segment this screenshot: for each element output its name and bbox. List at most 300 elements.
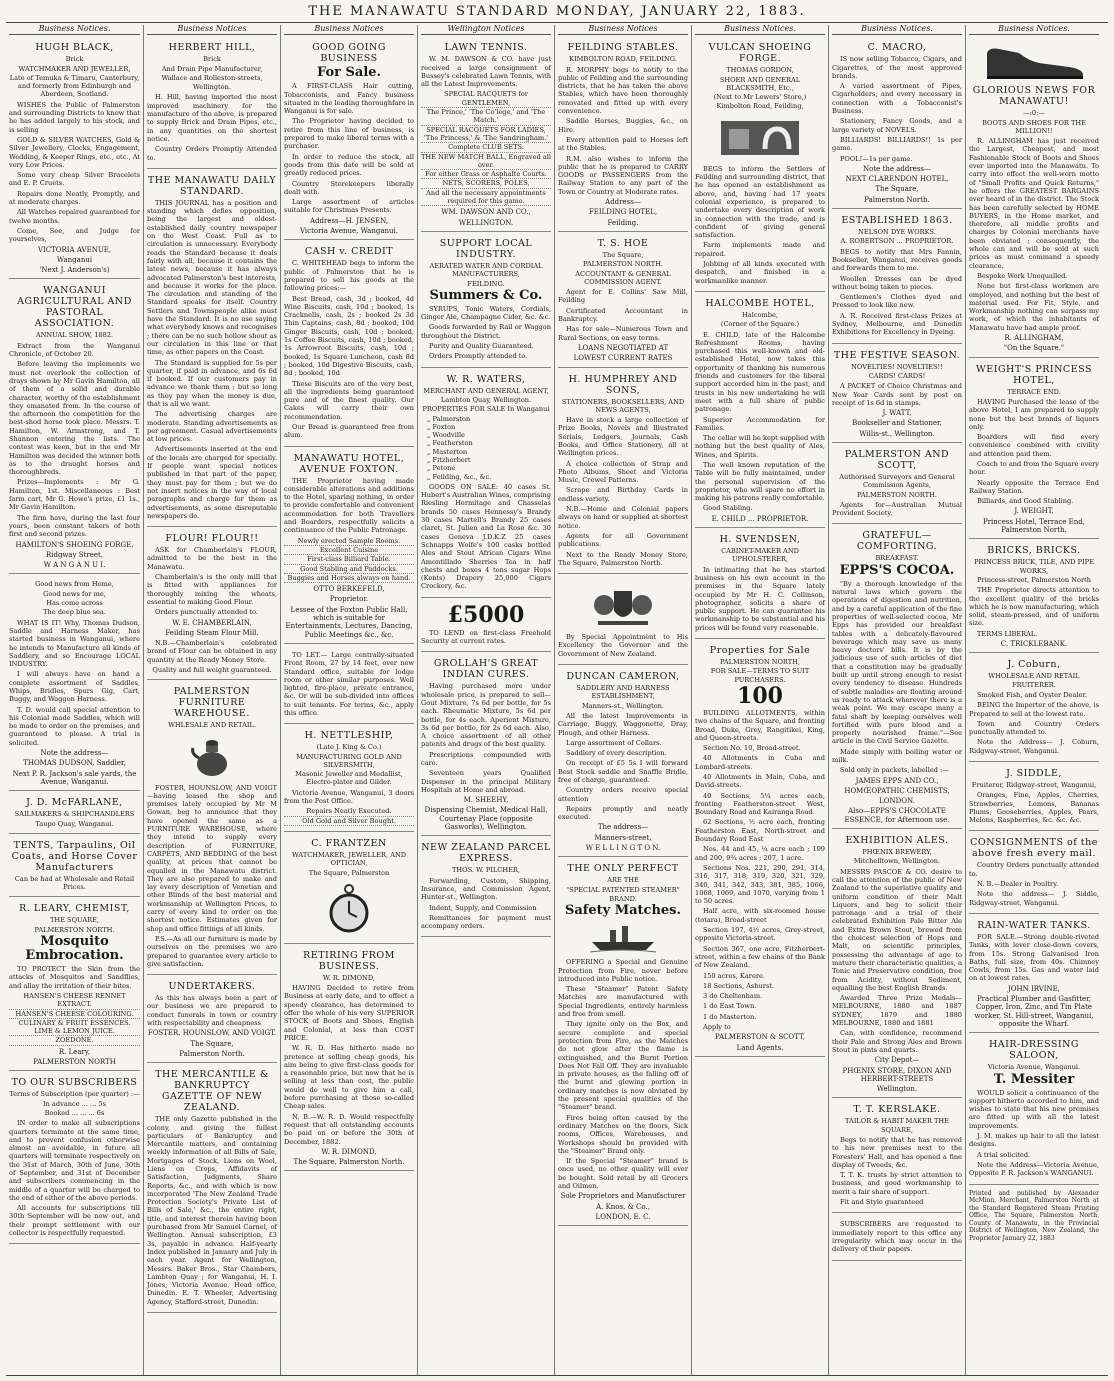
ad-paragraph: GOODS ON SALE: 40 cases St. Hubert's Australian Wines, comprising Riesling Hermitage and Chasselas brands 50 cases Hennessy's Brandy 30 cases Martell's Brandy 25 cases claret, St. Julien and La Rose &c. 30 cases Geneva J.D.K.Z 25 cases Schnapps Wolfe's 100 casks bottled Ales and Stout African Cigars Wine Amontillado Sherries Tea in half chests and boxes 4 tons sugar Hops (Kents) Drapery 25,000 Cigars Crockery, &c. xyxy=(421,482,551,591)
ad-title: FEILDING STABLES. xyxy=(567,42,679,54)
ad-line: WHOLESALE AND RETAIL FRUITERER. xyxy=(988,672,1080,689)
ad-address-line: W E L L I N G T O N. xyxy=(585,844,661,853)
advertisement xyxy=(969,541,1099,653)
ad-paragraph: The well known reputation of the Table will be fully maintained, under the personal supervision of the proprietor, who will spare no effort in making his patrons really comfortable. xyxy=(695,460,825,503)
ad-title: VULCAN SHOEING FORGE. xyxy=(708,42,812,65)
advertisement xyxy=(9,281,140,574)
ad-paragraph: THE Proprietor directs attention to the excellent quality of the bricks which he is now manufacturing, which solid, steam-pressed, and of uniform size. xyxy=(969,586,1099,628)
ad-line: (Next to Mr Lewers' Store,) xyxy=(713,93,807,102)
ad-title: NEW ZEALAND PARCEL EXPRESS. xyxy=(421,842,551,865)
ad-line: PALMERSTON NORTH. xyxy=(34,925,115,934)
ad-paragraph: Saddlery of every description. xyxy=(566,749,667,758)
ad-line: SHOER AND GENERAL BLACKSMITH, Etc., xyxy=(719,75,801,92)
ad-note: N.B.—Chamberlain's celebrated brand of Flour can be obtained in any quantity at the Ready Money Store. xyxy=(147,639,277,664)
advertisement xyxy=(284,38,414,240)
ad-address-line: WELLINGTON. xyxy=(458,218,514,227)
ad-paragraph: C. WHITEHEAD begs to inform the public of Palmerston that he is prepared to sell his goods at the following prices:— xyxy=(284,259,414,293)
ad-paragraph: Forwarding, Custom, Shipping, Insurance, and Commission Agent, Hunter-st., Wellington. xyxy=(421,876,551,902)
ad-paragraph: IN order to make all subscriptions quarters terminate at the same time, and to prevent confusion otherwise almost an avoidable, in future all quarters will terminate respectively on the 31st of March, 30th of June, 30th of September, and 31st of December and subscribers commencing in the middle of a quarter will be charged to the end of either of the above periods. xyxy=(9,1119,140,1202)
ad-address-line: Lessee of the Foxton Public Hall, which is suitable for Entertainments, Lectures, Dancing, Public Meetings &c., &c. xyxy=(285,605,413,639)
ad-title: H. NETTLESHIP, xyxy=(304,730,394,742)
ad-address-line: J. WEIGHT, xyxy=(1014,507,1054,516)
ad-address-line: FOSTER, HOUNSLOW, AND VOIGT. xyxy=(147,1029,277,1038)
ad-paragraph: MESSRS PASCOE & CO. desire to call the attention of the public of New Zealand to the superlative quality and uniform condition of their Malt Liquors, and beg to solicit their patronage and a trial of their celebrated Exhibition Pale Bitter Ale and Extra Brown Stout, brewed from the choicest selection of Hops and Malt, on scientific principles, possessing the advantage of age to mature their characteristic qualities, a Tonic and Preservative condition, free from Acidity, without Sediment, equalling the best English Brands. xyxy=(832,867,962,992)
ad-line: And Drain Pipe Manufacturer, xyxy=(161,64,263,73)
ad-paragraph: Woollen Dresses can be dyed without being taken to pieces. xyxy=(832,274,962,291)
ad-paragraph: FOSTER, HOUNSLOW, AND VOIGT—having leased the shop and premises lately occupied by Mr M Gowan, beg to announce that they have opened the same as a FURNITURE WAREHOUSE, where they intend to supply every description of FURNITURE, CARPETS, AND BEDDING of the best quality, at prices that cannot be equalled in the Manawatu district. They are also prepared to make and lay every description of Venetian and other Blinds of the best material and workmanship at Wellington Prices, to carry of every kind to order on the shortest notice. Estimates given for shop and office fittings of all kinds. xyxy=(147,783,277,933)
ad-address-line: HAMILTON'S SHOEING FORGE, xyxy=(15,540,134,549)
ad-line: ACCOUNTANT & GENERAL COMMISSION AGENT. xyxy=(575,269,671,286)
advertisement xyxy=(832,1100,962,1213)
ad-title: GROLLAH'S GREAT INDIAN CURES. xyxy=(433,658,539,681)
ad-headline: Safety Matches. xyxy=(564,903,682,919)
ad-paragraph: Fit and Style guaranteed xyxy=(840,1198,924,1207)
ad-title: HERBERT HILL, xyxy=(168,42,256,54)
ad-paragraph: Farm implements made and repaired. xyxy=(695,241,825,258)
ad-title: THE MANAWATU DAILY STANDARD. xyxy=(147,174,277,197)
ad-list-item: Excellent Cuisine xyxy=(284,546,414,555)
ad-title: J. D. McFARLANE, xyxy=(26,797,123,809)
column-7 xyxy=(828,25,965,1375)
ad-line: Wellington. xyxy=(193,83,231,92)
ad-paragraph: The cellar will be kept supplied with nothing but the best quality of Ales, Wines, and Spirits. xyxy=(695,434,825,459)
ad-line: —:0:— xyxy=(1023,109,1045,118)
ad-list-item: NETS, SCORERS, POLES, xyxy=(421,179,551,188)
ad-address-line: Palmerston North. xyxy=(179,1049,245,1058)
ad-title: DUNCAN CAMERON, xyxy=(566,671,680,683)
ad-paragraph: OFFERING a Special and Genuine Protection from Fire, never before introduced into Public notice. xyxy=(558,958,688,983)
ad-paragraph: Purity and Quality Guaranteed. xyxy=(429,342,534,351)
ad-list-item: First-class Billiard Table. xyxy=(284,555,414,564)
ad-paragraph: Best Bread, cash, 3d ; booked, 4d Wine Biscuits, cash, 10d ; booked, 1s Cracknells, cash, 2s ; booked 2s 3d Thin Captains, cash, 8d ; booked, 10d Ginger Biscuits, cash, 10d ; booked, 1s Coffee Biscuits, cash, 10d ; booked, 1s Arrowroot Biscuits, cash, 10d ; booked, 1s Square Luncheon, cash 8d ; booked, 10d Digestive Biscuits, cash, 8d ; booked, 10d xyxy=(284,294,414,378)
ad-paragraph: Some very cheap Silver Bracelets and E. P. Cruets. xyxy=(9,171,140,188)
ad-list-item: CULINARY & FRUIT ESSENCES. LIME & LEMON JUICE. xyxy=(9,1019,140,1037)
ad-line: Authorised Surveyors and General Commission Agents, xyxy=(839,472,955,490)
ad-paragraph: If the Special "Steamer" brand is once used, no other quality will ever be bought. Sold retail by all Grocers and Oilmen. xyxy=(558,1157,688,1190)
advertisement xyxy=(969,833,1099,913)
ad-address-line: Practical Plumber and Gasfitter, Copper, Iron, Zinc, and Tin Plate worker, St. Hill-street, Wanganui, opposite the Wharf. xyxy=(974,995,1094,1028)
advertisement xyxy=(558,576,688,665)
ad-address-line: The address— xyxy=(597,823,649,832)
ad-subtitle: Brick xyxy=(203,55,221,64)
ad-list-item: „ Palmerston xyxy=(427,414,471,423)
ad-address-line: W A N G A N U I. xyxy=(43,561,106,570)
ad-title: CASH v. CREDIT xyxy=(304,246,394,258)
ad-paragraph: Can, with confidence, recommend their Pale and Strong Ales and Brown Stout in pints and quarts. xyxy=(832,1029,962,1054)
ad-subtitle: BREAKFAST. xyxy=(875,554,919,563)
ad-paragraph: Country orders receive special attention xyxy=(558,786,688,803)
ad-paragraph: 1 do Masterton. xyxy=(703,1012,757,1021)
ad-amount: £5000 xyxy=(447,601,525,628)
ad-title: GOOD GOING BUSINESS xyxy=(312,42,386,65)
ad-title: FLOUR! FLOUR!! xyxy=(165,533,259,545)
advertisement xyxy=(969,655,1099,762)
advertisement xyxy=(969,916,1099,1033)
ad-title: LAWN TENNIS. xyxy=(444,42,528,54)
ad-address-line: Feilding. xyxy=(607,218,639,227)
ad-paragraph: All accounts for subscriptions till 30th September will be now out, and their prompt settlement with our collector is respectfully requested. xyxy=(9,1204,140,1238)
ad-paragraph: Chamberlain's is the only mill that is fitted with appliances for thoroughly mixing the wheats, essential to making Good Flour. xyxy=(147,573,277,606)
columns xyxy=(6,25,1108,1376)
ad-address-line: The Square, xyxy=(190,1039,234,1048)
ad-paragraph: Sold only in packets, labelled :— xyxy=(840,766,949,775)
ad-paragraph: Prescriptions compounded with care. xyxy=(421,750,551,767)
ad-address-line: PALMERSTON & SCOTT, xyxy=(715,1033,805,1042)
advertisement xyxy=(284,834,414,944)
advertisement xyxy=(969,360,1099,540)
ad-list-item: Newly erected Sample Rooms. xyxy=(284,537,414,546)
ad-title: H. SVENDSEN, xyxy=(719,534,801,546)
ad-title: W. R. WATERS, xyxy=(446,373,526,385)
ad-paragraph: Scrape and Birthday Cards in endless variety. xyxy=(558,486,688,503)
ad-paragraph: Smoked Fish, and Oyster Dealer. xyxy=(977,690,1087,699)
ad-paragraph: TO LEND on first-class Freehold Security at current rates. xyxy=(421,628,551,646)
ad-list-item: „ Foxton xyxy=(427,422,456,431)
ad-paragraph: Nearly opposite the Terrace End Railway Station. xyxy=(969,478,1099,495)
ad-list-item: „ Masterton xyxy=(427,447,468,456)
ad-title: EXHIBITION ALES. xyxy=(845,835,949,847)
ad-paragraph: J. M. makes up hair to all the latest designs. xyxy=(969,1132,1099,1149)
advertisement xyxy=(9,836,140,898)
ad-paragraph: Repairs promptly and neatly executed. xyxy=(558,804,688,822)
column-6 xyxy=(691,25,828,1375)
advertisement xyxy=(9,576,140,791)
ad-paragraph: Orders Promptly attended to. xyxy=(429,352,528,361)
advertisement xyxy=(695,641,825,1057)
advertisement xyxy=(147,977,277,1063)
ad-line: Can be had at Wholesale and Retail Prices. xyxy=(14,874,135,892)
ad-paragraph: T. T. K. trusts by strict attention to business, and good workmanship to merit a fair share of support. xyxy=(832,1171,962,1196)
ad-subtitle: THOS. W. PILCHER, xyxy=(452,866,520,875)
ad-paragraph: In order to reduce the stock, all goods from this date will be sold at greatly reduced prices. xyxy=(284,152,414,178)
ad-paragraph: Nos. 44 and 45, ¼ acre each ; 199 and 200, 9¾ acres ; 207, 1 acre. xyxy=(695,845,825,862)
ad-paragraph: These "Steamer" Patent Safety Matches are manufactured with Special Ingredients, entirely harmless and free from smell. xyxy=(558,985,688,1019)
horseshoe-forge-icon xyxy=(695,115,825,161)
ad-paragraph: A varied assortment of Pipes, Cigarholders, and every necessary in connection with a Tobacconist's Business. xyxy=(832,82,962,116)
ad-paragraph: Begs to notify that he has removed to his new premises next to the Foresters' Hall, and has opened a fine display of Tweeds, &c. xyxy=(832,1135,962,1169)
ad-list-item: HANSEN'S CHEESE COLOURING. xyxy=(9,1010,140,1019)
ad-paragraph: Come, See, and Judge for yourselves, xyxy=(9,226,140,244)
ad-line: Has come across xyxy=(46,599,103,608)
ad-paragraph: A PACKET of Choice Christmas and New Year Cards sent by post on receipt of 1s 6d in stamps. xyxy=(832,382,962,407)
ad-subtitle: TERRACE END. xyxy=(1007,387,1061,396)
ad-address-line: VICTORIA AVENUE, xyxy=(37,245,112,254)
ad-line: Terms of Subscription (per quarter) :— xyxy=(9,1090,140,1099)
ad-line: WATCHMAKER AND JEWELLER, xyxy=(18,64,131,73)
ad-title: TO OUR SUBSCRIBERS xyxy=(11,1077,138,1089)
ad-subtitle: NELSON DYE WORKS. xyxy=(858,228,936,237)
ad-line: BOOTS AND SHOES FOR THE MILLION!! xyxy=(982,118,1086,135)
ad-list-item: „ Fitzherbert xyxy=(427,455,471,464)
ad-subtitle: TAILOR & HABIT MAKER THE SQUARE, xyxy=(845,1117,949,1134)
ad-paragraph: WHAT IS IT! Why, Thomas Dudson, Saddle and Harness Maker, has started business in Wanganui, where he intends to Manufacture all kinds of Saddlery, and so Encourage LOCAL INDUSTRY. xyxy=(9,618,140,669)
ad-line: STATIONERS, BOOKSELLERS, AND NEWS AGENTS, xyxy=(561,397,685,414)
ad-paragraph: TO LET.— Large centrally-situated Front Room, 27 by 14 feet, over new Standard office, suitable for lodge room or other similar purposes. Well lighted, fire-place, private entrance, &c. Or will be sub-divided into offices to suit tenants. For terms, &c., apply this office. xyxy=(284,650,414,717)
ad-paragraph: Stationery, Fancy Goods, and a large variety of NOVELS. xyxy=(832,117,962,134)
advertisement xyxy=(9,793,140,834)
ad-line: PRINCESS BRICK, TILE, AND PIPE WORKS, xyxy=(974,558,1094,575)
ad-paragraph: In intimating that he has started business on his own account in the premises in the Square lately occupied by Mr H. C. Collinson, photographer, solicits a share of public support. He can guarantee his workmanship to be substantial and his prices will be found very reasonable. xyxy=(695,565,825,632)
advertisement xyxy=(832,831,962,1098)
ad-paragraph: Made simply with boiling water or milk. xyxy=(832,747,962,764)
advertisement xyxy=(832,1215,962,1260)
ad-address-line: Palmerston North. xyxy=(864,195,930,204)
ad-paragraph: BILLIARDS! BILLIARDS!! 1s per game. xyxy=(832,135,962,153)
ad-paragraph: Note the Address— J. Coburn, Ridgway-street, Wanganui. xyxy=(969,738,1099,755)
ad-paragraph: 3 do Cheltenham. xyxy=(703,992,763,1001)
ad-address-line: LONDON. xyxy=(879,797,915,806)
ad-list-item: THE NEW MATCH BALL, Engraved all over. xyxy=(421,152,551,169)
ad-line: Booked ... ... ... 6s xyxy=(44,1108,105,1117)
advertisement xyxy=(695,530,825,639)
ad-paragraph: R. MORPHY begs to notify to the public of Feilding and the surrounding districts, that he has taken the above Stables, which have been thoroughly renovated and fitted up with every convenience. xyxy=(558,65,688,116)
column-8 xyxy=(965,25,1102,1375)
ad-address-line: Manners-street, xyxy=(594,833,652,842)
ad-paragraph: They ignite only on the Box, and secure complete and special protection from Fire, as the Matches do not glow after the flame is extinguished, and the Burnt Portion Does Not Fall Off. They are invaluable in private houses, as the falling off of the burnt and glowing portion in ordinary matches is now obviated by the present special qualities of the "Steamer" brand. xyxy=(558,1020,688,1112)
ad-paragraph: Advertisements inserted at the end of the locals are charged for specially. If people want special notices published in that part of the paper, they must pay for them ; but we do not insert notices in the way of local paragraphs and charge for them as advertisements, as some disreputable newspapers do. xyxy=(147,445,277,520)
ad-paragraph: On receipt of £5 5s I will forward Best Stock saddle and Snaffle Bridle, free of charge, guaranteed. xyxy=(558,759,688,784)
ad-paragraph: THE only Gazette published in the colony, and giving the fullest particulars of Bankruptcy and Mercantile matters, and containing weekly information of all Bills of Sale, Mortgages of Stock, Liens on Wool, Liens on Crops, Affidavits of Satisfaction, Judgments, Share Reports, &c., and with which is now incorporated 'The New Zealand Trade Protection Society's Private List of Bills of Sale,' &c., the entire right, title, and interest therein having been purchased from Mr Samuel Carnel, of Wellington. Annual subscription, £3 3s, payable in advance. Half-yearly Index published in January and July in each year. Agent for Wellington, Messrs. Baker Bros., Star Chambers, Lambton Quay ; for Wanganui, H. I. Jones, Victoria Avenue. Head office, Dunedin. E. T. Wheeler, Advertising Agency, Stafford-street, Dunedin. xyxy=(147,1115,277,1306)
ad-list-item: „ Feilding, &c., &c. xyxy=(427,472,492,481)
ad-paragraph: Having purchased more under wholesale price, is prepared to sell— Gout Mixture, 7s 6d per bottle, for 5s each. Rheumatic Mixture, 5s 6d per bottle, for 4s each. Aperient Mixture, 3s 6d per bottle, for 2s 6d each. Also, A choice assortment of all other patents and drugs of the best quality. xyxy=(421,682,551,749)
ad-paragraph: BEGS to inform the Settlers of Feilding and surrounding district, that he has opened an establishment as above, and, having had 17 years colonial experience, is prepared to undertake every description of work in connection with the trade, and is confident of giving general satisfaction. xyxy=(695,164,825,240)
ad-line: Masonic Jeweller and Medallist, Electro-plater and Gilder. xyxy=(295,770,403,787)
ad-title: THE MERCANTILE & BANKRUPTCY GAZETTE OF NEW ZEALAND. xyxy=(155,1069,269,1114)
advertisement xyxy=(558,859,688,1226)
ad-paragraph: SUBSCRIBERS are requested to immediately report to this office any irregularity which may occur in the delivery of their papers. xyxy=(832,1220,962,1254)
ad-address-line: FEILDING HOTEL, xyxy=(588,208,658,217)
ad-address-line: OTTO BERKEFELD, xyxy=(313,585,385,594)
ad-paragraph: Agents for—Australian Mutual Provident Society. xyxy=(832,500,962,518)
column-header: Business Notices xyxy=(284,25,414,35)
ad-title: C. MACRO, xyxy=(867,42,927,54)
ad-list-item: The Prince,' 'The Co'lege,' and 'The Match.' xyxy=(421,108,551,126)
watch-icon xyxy=(284,881,414,935)
ad-paragraph: Oranges, Fine, Apples, Cherries, Strawberries, Lemons, Bananas Plums, Gooseberries, Apples, Pears, Melons, Raspberries, &c. &c. &c. xyxy=(969,791,1099,825)
ad-paragraph: All the latest Improvements in Carriage, Buggy, Waggonette, Dray, Plough, and other Harness. xyxy=(558,711,688,737)
masthead: THE MANAWATU STANDARD MONDAY, JANUARY 22, 1883. xyxy=(6,4,1108,23)
ad-paragraph: A. R. Received first-class Prizes at Sydney, Melbourne, and Dunedin Exhibitions for Excellency in Dyeing. xyxy=(832,311,962,337)
ad-paragraph: Bespoke Work Unequalled. xyxy=(977,271,1068,280)
ad-paragraph: 40 Sections, 5¼ acres each, fronting Featherston-street West, Boundary Road and Kairanga Road. xyxy=(695,791,825,817)
ad-paragraph: Section 197, 4½ acres, Grey-street, opposite Victoria-street. xyxy=(695,926,825,943)
ad-line: (Corner of the Square.) xyxy=(720,320,800,329)
ad-headline: EPPS'S COCOA. xyxy=(839,562,955,578)
ad-address-line: PALMERSTON NORTH xyxy=(33,1058,116,1067)
ad-paragraph: IS now selling Tobacco, Cigars, and Cigarettes, of the most approved brands. xyxy=(832,55,962,80)
ad-title: T. T. KERSLAKE. xyxy=(853,1104,941,1116)
ad-paragraph: By Special Appointment to His Excellency the Governor and the Government of New Zealand. xyxy=(558,633,688,658)
ad-paragraph: A FIRST-CLASS Hair cutting, Tobacconists, and Fancy business situated in the leading thoroughfare in Wanganui is for sale. xyxy=(284,82,414,116)
ad-address-line: Also—EPPS'S CHOCOLATE ESSENCE, for Afternoon use. xyxy=(844,807,950,824)
ad-line: BRAND. xyxy=(609,894,637,903)
ad-paragraph: Superior Accommodation for Families. xyxy=(695,415,825,432)
ad-list xyxy=(284,807,414,826)
ad-paragraph: Country Orders Promptly Attended to. xyxy=(147,145,277,162)
ad-subtitle: ANNUAL SHOW, 1882. xyxy=(35,331,114,340)
ad-number-line xyxy=(695,682,825,709)
ad-address-line: J. WATT, xyxy=(882,409,912,418)
advertisement xyxy=(832,38,962,209)
ad-paragraph: T. D. would call special attention to his Colonial made Saddles, which will be made to order on the premises, and guaranteed to please. A trial is solicited. xyxy=(9,705,140,747)
ad-paragraph: Sections Nos. 221, 290, 291, 314, 316, 317, 318, 319, 320, 321, 329, 340, 341, 342, 343, 381, 385, 1066, 1068, 1069, and 1070, varying from 1 to 50 acres. xyxy=(695,863,825,906)
ad-address-line: 'Next J. Anderson's) xyxy=(39,266,110,275)
ad-line: Princess-street, Palmerston North xyxy=(977,575,1091,584)
ad-title: SUPPORT LOCAL INDUSTRY. xyxy=(439,237,533,260)
advertisement xyxy=(558,38,688,232)
ad-paragraph: 40 Allotments in Main, Cuba, and David-streets. xyxy=(695,773,825,790)
ad-line: Halcombe, xyxy=(742,310,778,319)
ad-address-line: E. CHILD ... PROPRIETOR. xyxy=(711,514,809,523)
advertisement xyxy=(695,294,825,528)
advertisement xyxy=(969,1035,1099,1184)
ad-title: PALMERSTON FURNITURE WAREHOUSE. xyxy=(173,686,251,720)
ad-title: TENTS, Tarpaulins, Oil Coats, and Horse Cover Manufacturers xyxy=(11,839,138,873)
ad-paragraph: R. ALLINGHAM has just received the Largest, Cheapest, and most Fashionable Stock of Boots and Shoes ever imported into the Manawatu. To carry into effect the well-worn motto of "Small Profits and Quick Returns," he offers the GREATEST BARGAINS ever heard of in the district. The Stock has been carefully selected by HOME BUYERS, in the Home market, and therefore, all middle profits and charges by Colonial merchants have been obviated ; consequently, the whole can and will be sold at such prices as must command a speedy clearance. xyxy=(969,137,1099,270)
advertisement xyxy=(147,38,277,169)
ad-headline: Mosquito Embrocation. xyxy=(25,934,124,964)
ad-line: Good news from Home, xyxy=(35,580,114,589)
ad-line: CARDS! CARDS! xyxy=(868,371,926,380)
advertisement xyxy=(832,211,962,344)
ad-title: T. S. HOE xyxy=(597,237,649,249)
ad-address-line: Next P. R. Jackson's sale yards, the Avenue, Wanganui. xyxy=(12,769,137,786)
advertisement xyxy=(421,838,551,937)
ad-paragraph: Our Bread is guaranteed free from alum. xyxy=(284,422,414,440)
advertisement xyxy=(421,38,551,232)
ad-title: Properties for Sale xyxy=(709,645,811,657)
ad-paragraph: Certificated Accountant in Bankruptcy. xyxy=(558,306,688,324)
ad-line: The Square, Palmerston xyxy=(308,868,390,877)
ad-line: FOR SALE—TERMS TO SUIT PURCHASERS. xyxy=(710,667,810,684)
ad-title: J. Coburn, xyxy=(1007,659,1061,671)
ad-paragraph: Jobbing of all kinds executed with despatch, and finished in a workmanlike manner. xyxy=(695,260,825,285)
ad-title: CONSIGNMENTS of the above fresh every mail. xyxy=(970,837,1098,860)
ad-line: MANUFACTURING GOLD AND SILVERSMITH, xyxy=(296,752,402,769)
ad-address-line: Dispensing Chemist, Medical Hall, Courtenay Place (opposite Gasworks), Wellington. xyxy=(424,806,548,832)
ad-address-line: HOMŒOPATHIC CHEMISTS, xyxy=(844,786,950,795)
ad-line: FEILDING. xyxy=(467,279,505,288)
ad-line: Mitchelltown, Wellington. xyxy=(853,857,941,866)
ad-paragraph: Good Stabling. xyxy=(703,504,753,513)
ad-line: MERCHANT AND GENERAL AGENT, xyxy=(423,386,549,395)
advertisement xyxy=(9,899,140,1071)
ad-paragraph: N. B.—Dealer in Poultry. xyxy=(977,880,1059,889)
ad-list-item: ZOEDONE. xyxy=(9,1036,140,1045)
ad-line: In advance ... ... 5s xyxy=(42,1099,107,1108)
ad-address-line: NEXT CLARENDON HOTEL, xyxy=(845,175,949,184)
advertisement xyxy=(558,234,688,368)
ad-list-item: And all the necessary appointments required for this game. xyxy=(421,189,551,207)
ad-paragraph: Half acre, with six-roomed house (totara), Broad-street xyxy=(695,907,825,924)
ad-paragraph: ASK for Chamberlain's FLOUR, admitted to be the best in the Manawatu. xyxy=(147,546,277,571)
ad-paragraph: The firm have, during the last four years, been constant takers of both first and second prizes. xyxy=(9,513,140,539)
ad-list-item: Complete CLUB SETS. xyxy=(421,143,551,152)
ad-address-line: Note the address— xyxy=(862,164,932,173)
ad-address-line: THOMAS DUDSON, Saddler, xyxy=(23,759,126,768)
ad-paragraph: Extract from the Wanganui Chronicle, of October 20. xyxy=(9,341,140,359)
ad-line: (Late J. King & Co.) xyxy=(316,743,382,752)
ad-paragraph: Orders punctually attended to. xyxy=(155,608,259,617)
ad-paragraph: Next to the Ready Money Store, The Square, Palmerston North. xyxy=(558,550,688,567)
ad-address-line: The Square, Palmerston North. xyxy=(293,1158,405,1167)
ad-address-line: Victoria Avenue, Wanganui. xyxy=(300,227,398,236)
ad-title: UNDERTAKERS. xyxy=(168,981,256,993)
ad-paragraph: BEGS to notify that Mrs Fannin, Bookseller, Wanganui, receives goods and forwards them to me. xyxy=(832,247,962,273)
ad-list-item: Old Gold and Silver Bought. xyxy=(284,817,414,826)
column-2 xyxy=(143,25,280,1375)
advertisement xyxy=(558,370,688,575)
ad-line: Kimbolton Road, Feilding, xyxy=(716,102,804,111)
ad-list-item: „ Woodville xyxy=(427,431,465,440)
advertisement xyxy=(421,600,551,653)
ad-paragraph: "By a thorough knowledge of the natural laws which govern the operations of digestion and nutrition, and by a careful application of the fine properties of well-selected cocoa, Mr Epps has provided our breakfast tables with a delicately-flavoured beverage which may save us many heavy doctors' bills. It is by the judicious use of such articles of diet that a constitution may be gradually built up until strong enough to resist every tendency to disease. Hundreds of subtle maladies are floating around us ready to attack wherever there is a weak point. We may escape many a fatal shaft by keeping ourselves well fortified with pure blood and a properly nourished frame."—See article in the Civil Service Gazette. xyxy=(832,579,962,746)
column-header: Business Notices. xyxy=(969,25,1099,35)
advertisement xyxy=(284,242,414,446)
ad-paragraph: Apply to xyxy=(703,1023,731,1032)
advertisement xyxy=(695,38,825,292)
steamer-ship-icon xyxy=(558,922,688,954)
ad-paragraph: WISHES the Public of Palmerston and surrounding Districts to know that he has added largely to his stock, and is selling xyxy=(9,100,140,134)
ad-paragraph: The Proprietor having decided to retire from this line of business, is prepared to make liberal terms with a purchaser. xyxy=(284,117,414,151)
ad-paragraph: Agent for E. Collins' Saw Mill, Feilding xyxy=(558,288,688,305)
ad-paragraph: Country Orders punctually attended to. xyxy=(969,861,1099,878)
ad-line: PALMERSTON NORTH, xyxy=(720,658,800,667)
ad-paragraph: HAVING Purchased the lease of the above Hotel, I am prepared to supply none but the best brands of liquors only. xyxy=(969,397,1099,431)
advertisement xyxy=(147,529,277,680)
ad-address-line: JOHN IRVINE, xyxy=(1007,984,1061,993)
column-header: Business Notices xyxy=(558,25,688,35)
advertisement xyxy=(147,682,277,975)
ad-address-line: LOWEST CURRENT RATES xyxy=(573,354,673,363)
ad-address-line: City Depot— xyxy=(874,1056,920,1065)
column-3 xyxy=(280,25,417,1375)
ad-title: J. SIDDLE, xyxy=(1006,768,1062,779)
ad-subtitle: WHLESALE AND RETAIL. xyxy=(168,721,256,730)
ad-address-line: A. Knos, & Co., xyxy=(596,1202,650,1211)
ad-paragraph: 1 do East Town. xyxy=(703,1002,757,1011)
ad-line: PALMERSTON NORTH. xyxy=(857,490,937,499)
ad-list-item: „ Petone xyxy=(427,464,456,473)
ad-address-line: Address— xyxy=(605,198,641,207)
ad-address-line: Feilding Steam Flour Mill. xyxy=(165,628,259,637)
column-5 xyxy=(554,25,691,1375)
kettle-icon xyxy=(147,734,277,780)
advertisement xyxy=(558,667,688,857)
ad-paragraph: HAVING Decided to retire from Business at early date, and to effect a speedy clearance, has determined to offer the whole of his very SUPERIOR STOCK of Boots and Shoes, English and Colonial, at less than COST PRICE. xyxy=(284,984,414,1042)
advertisement xyxy=(147,171,277,527)
ad-paragraph: BEING the Importer of the above, is Prepared to sell at the lowest rate. xyxy=(969,701,1099,718)
advertisement xyxy=(421,654,551,836)
advertisement xyxy=(147,1065,277,1313)
ad-paragraph: E. CHILD, late of the Halcombe Refreshment Rooms, having purchased this well-known and old-established Hotel, now takes this opportunity of thanking his numerous friends and customers for the liberal support accorded him in the past, and trusts in his new undertaking he will meet with a full share of public patronage. xyxy=(695,330,825,414)
ad-paragraph: Fires being often caused by the ordinary Matches on the floors, Sick rooms, Offices, Warehouses, and Workshops should be provided with the "Steamer" Brand only. xyxy=(558,1113,688,1155)
ad-paragraph: A choice collection of Strap and Photo Albums, Sheet and Victoria Music, Crewel Patterns. xyxy=(558,459,688,485)
column-header: Business Notices xyxy=(147,25,277,35)
ad-title: THE FESTIVE SEASON. xyxy=(833,349,961,361)
ad-paragraph: W. M. DAWSON & CO. have just received a large consignment of Bussey's celebrated Lawn Tennis, with all the Latest Improvements. xyxy=(421,55,551,89)
column-header: Business Notices. xyxy=(695,25,825,35)
ad-paragraph: These Biscuits are of the very best, all the ingredients being guaranteed pure and of the finest quality. Our Cakes will carry their own recommendation. xyxy=(284,379,414,421)
ad-address-line: Wellington. xyxy=(876,1085,918,1094)
ad-title: WEIGHT'S PRINCESS HOTEL, xyxy=(976,363,1092,386)
advertisement xyxy=(832,346,962,443)
ad-paragraph: A trial solicited. xyxy=(977,1150,1031,1159)
ad-paragraph: TO PROTECT the Skin from the attacks of Mosquitos and Sandflies, and allay the irritation of their bites. xyxy=(9,965,140,990)
ad-paragraph: N. B.—W. R. D. Would respectfully request that all outstanding accounts be paid on or before the 30th of December, 1882. xyxy=(284,1112,414,1146)
ad-line: Good news for me, xyxy=(43,589,106,598)
ad-line: PALMERSTON NORTH. xyxy=(583,260,663,269)
